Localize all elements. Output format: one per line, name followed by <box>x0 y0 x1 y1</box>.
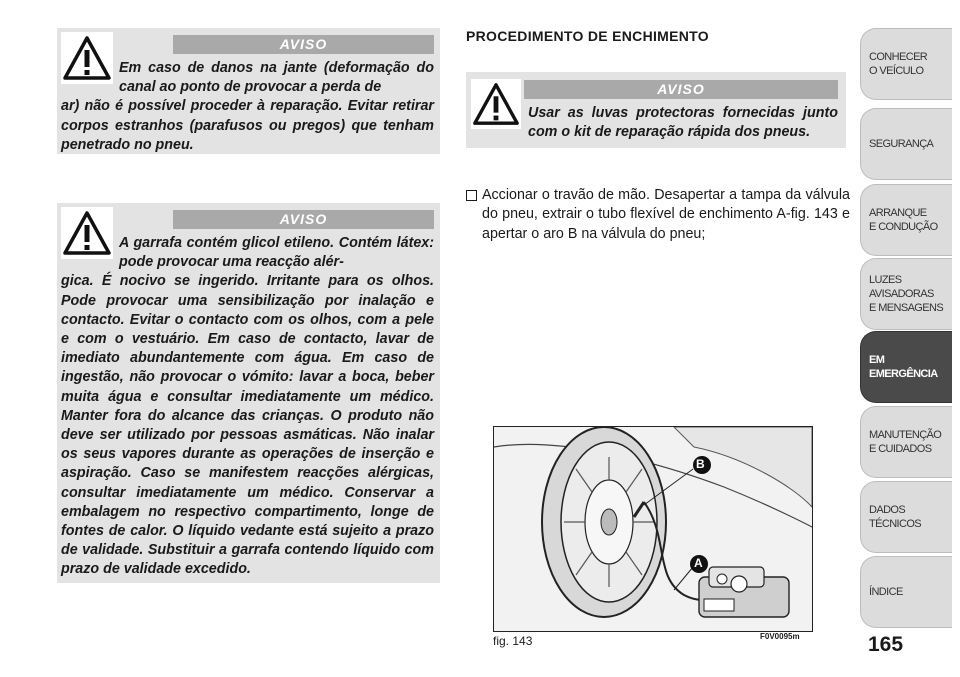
procedure-step <box>466 186 850 244</box>
warning-lead: Usar as luvas protectoras fornecidas junto com o kit de reparação rápida dos pneus. <box>528 105 838 141</box>
tab-label: LUZES AVISADORAS E MENSAGENS <box>869 274 944 314</box>
warning-box-gloves <box>466 72 846 148</box>
tab-dados-tecnicos[interactable] <box>860 481 952 553</box>
section-title: PROCEDIMENTO DE ENCHIMENTO <box>466 28 709 44</box>
warning-box-bottle <box>57 203 440 583</box>
figure-caption: fig. 143 <box>493 634 533 648</box>
tab-label: SEGURANÇA <box>869 138 934 150</box>
tab-label: CONHECER O VEÍCULO <box>869 51 928 77</box>
warning-body: gica. É nocivo se ingerido. Irritante para os olhos. Pode provocar uma sensibilização por inalação e contacto. Evitar o contacto com os olhos, com a pele e com o vestuário. Em caso de contacto, lavar de imediato abundantemente com água. Em caso de ingestão, não provocar o vómito: lavar a boca, beber muita água e consultar imediatamente um médico. Manter fora do alcance das crianças. O produto não deve ser utilizado por pessoas asmáticas. Não inalar os seus vapores durante as operações de inserção e aspiração. Caso se manifestem reacções alérgicas, consultar imediatamente um médico. Conservar a embalagem no respectivo compartimento, longe de fontes de calor. O líquido vedante está sujeito a prazo de validade. Substituir a garrafa contendo líquido com prazo de validade excedido. <box>61 273 434 578</box>
callout-label-b: B <box>696 457 705 471</box>
procedure-step-text: Accionar o travão de mão. Desapertar a tampa da válvula do pneu, extrair o tubo flexível de enchimento A-fig. 143 e apertar o aro B na válvula do pneu; <box>482 187 850 242</box>
warning-lead: Em caso de danos na jante (deformação do canal ao ponto de provocar a perda de <box>119 60 434 96</box>
tab-manutencao-cuidados[interactable] <box>860 406 952 478</box>
warning-label: AVISO <box>524 80 838 99</box>
tab-label: ÍNDICE <box>869 586 903 598</box>
warning-text <box>61 234 434 580</box>
tab-label: EM EMERGÊNCIA <box>869 354 938 380</box>
warning-text <box>528 104 838 142</box>
figure-code: F0V0095m <box>760 632 800 641</box>
page-number: 165 <box>868 633 904 656</box>
warning-body: ar) não é possível proceder à reparação. Evitar retirar corpos estranhos (parafusos ou pregos) que tenham penetrado no pneu. <box>61 98 434 153</box>
tab-luzes-avisadoras[interactable] <box>860 258 952 330</box>
tyre-compressor-illustration <box>494 427 812 631</box>
tab-indice[interactable] <box>860 556 952 628</box>
tab-label: MANUTENÇÃO E CUIDADOS <box>869 429 942 455</box>
checkbox-bullet-icon <box>466 190 477 201</box>
tab-label: DADOS TÉCNICOS <box>869 504 922 530</box>
warning-label: AVISO <box>173 210 434 229</box>
callout-label-a: A <box>694 556 703 570</box>
warning-lead: A garrafa contém glicol etileno. Contém látex: pode provocar uma reacção alér- <box>119 235 434 271</box>
tab-seguranca[interactable] <box>860 108 952 180</box>
tab-label: ARRANQUE E CONDUÇÃO <box>869 207 938 233</box>
warning-label: AVISO <box>173 35 434 54</box>
figure-tyre-repair-kit <box>493 426 813 632</box>
warning-triangle-icon <box>471 79 521 129</box>
tab-arranque-conducao[interactable] <box>860 184 952 256</box>
warning-text <box>61 59 434 155</box>
warning-box-rim <box>57 28 440 154</box>
tab-em-emergencia[interactable] <box>860 331 952 403</box>
tab-conhecer-veiculo[interactable] <box>860 28 952 100</box>
